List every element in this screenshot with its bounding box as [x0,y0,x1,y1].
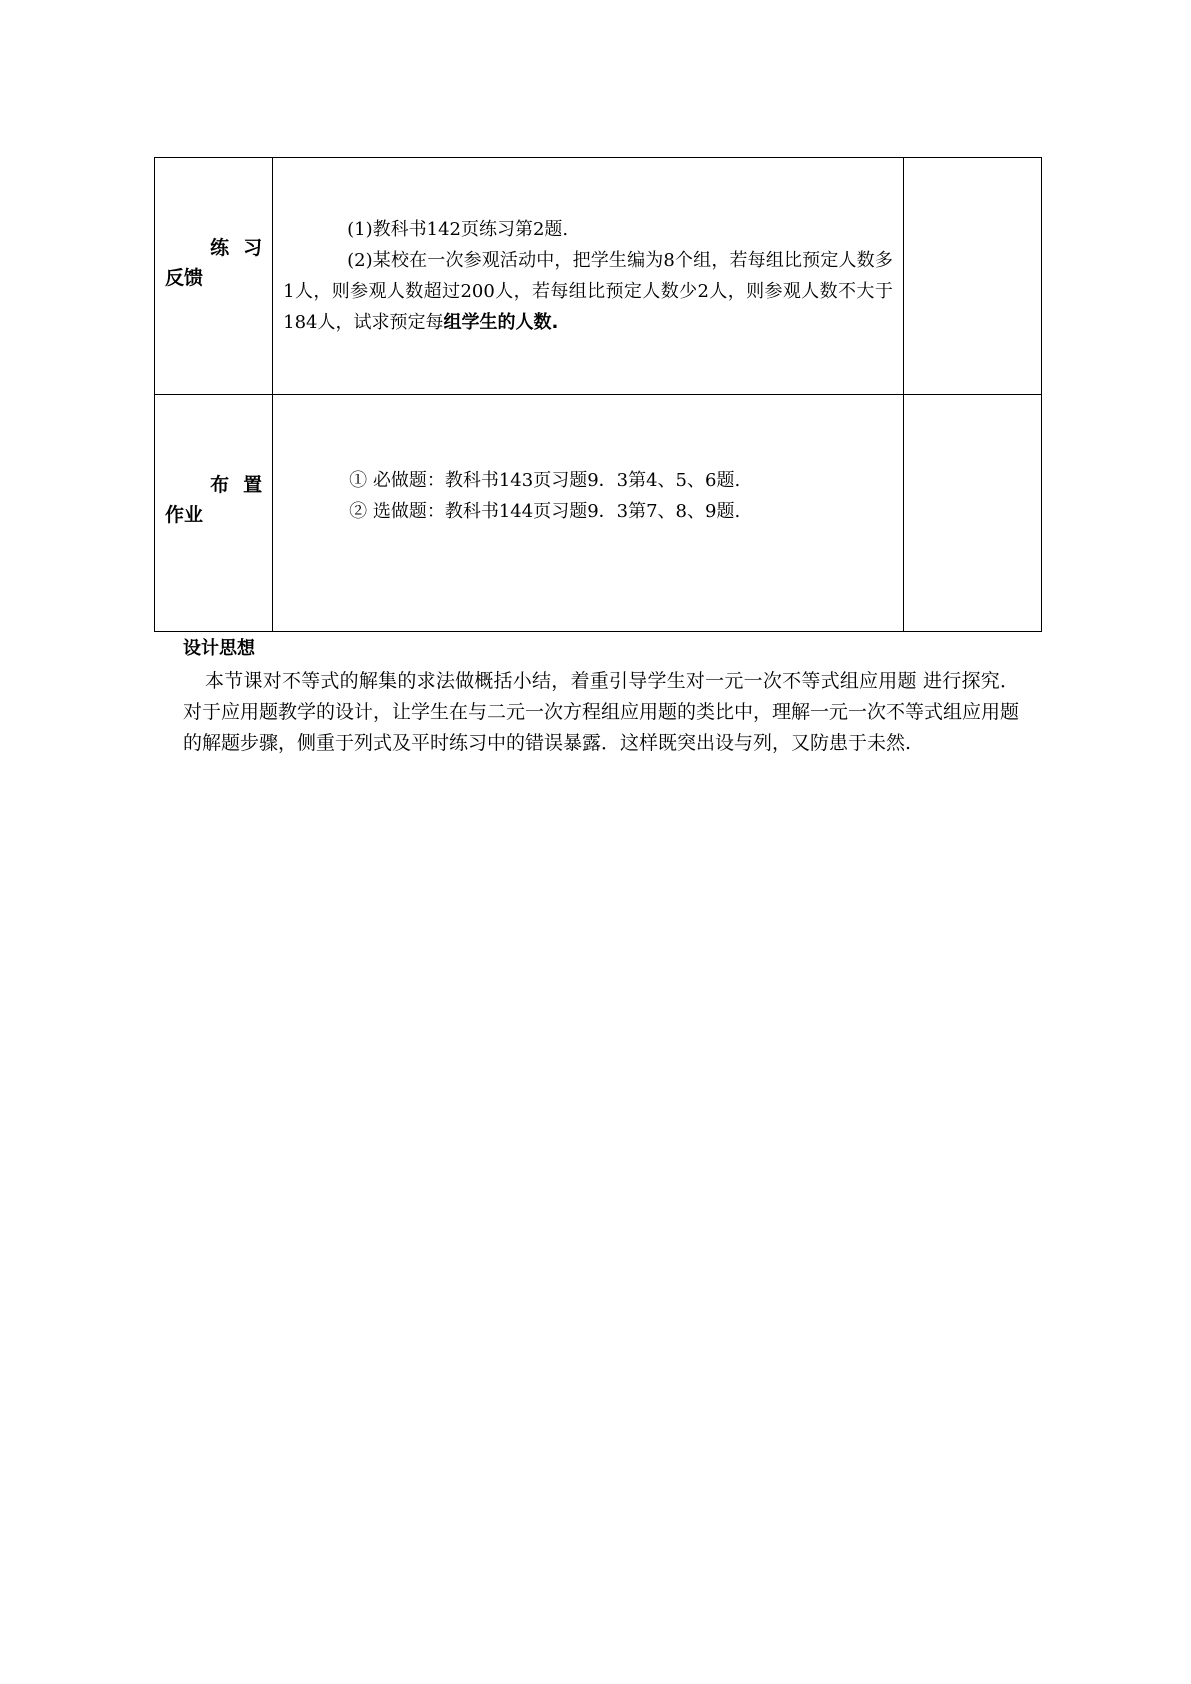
practice-item-2-bold: 组学生的人数. [443,312,559,333]
practice-item-2-text: (2)某校在一次参观活动中，把学生编为8个组，若每组比预定人数多1人，则参观人数超过200人，若每组比预定人数少2人，则参观人数不大于184人，试求预定每 [283,250,893,333]
row-content-cell [273,158,904,395]
homework-item-2: ② 选做题：教科书144页习题9．3第7、8、9题. [349,501,741,522]
design-thoughts-body: 本节课对不等式的解集的求法做概括小结，着重引导学生对一元一次不等式组应用题 进行探究．对于应用题教学的设计，让学生在与二元一次方程组应用题的类比中，理解一元一次不等式组应用题 的解题步骤，侧重于列式及平时练习中的错误暴露．这样既突出设与列，又防患于未然. [183,670,1020,754]
homework-item-1: ① 必做题：教科书143页习题9．3第4、5、6题. [349,470,741,491]
design-thoughts-section [183,636,1019,759]
row-label-line2: 反馈 [165,267,204,289]
row-label-line2: 作业 [165,504,204,526]
lesson-plan-table [154,157,1042,632]
row-content-cell [273,395,904,632]
row-notes-cell [903,158,1041,395]
table-row-practice-feedback [155,158,1042,395]
row-notes-cell [903,395,1041,632]
row-label-line1: 布置 [210,474,277,496]
table-row-homework [155,395,1042,632]
row-label-line1: 练习 [210,237,277,259]
design-thoughts-title: 设计思想 [183,638,255,659]
practice-item-2 [283,245,893,338]
practice-item-1: (1)教科书142页练习第2题. [347,219,569,240]
row-label-cell [155,158,277,395]
row-label-cell [155,395,277,632]
